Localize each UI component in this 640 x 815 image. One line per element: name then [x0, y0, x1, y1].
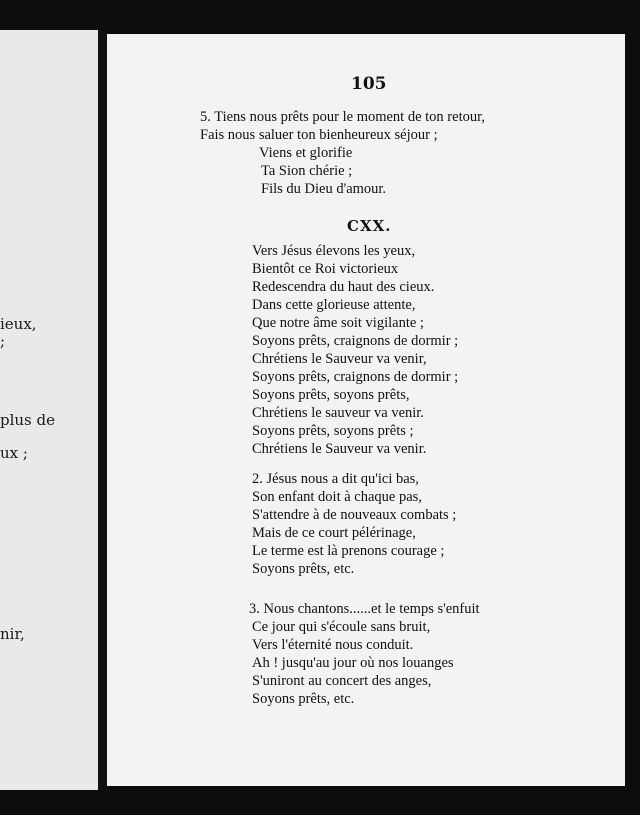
left-page-fragment: nir, [0, 625, 25, 643]
left-page-fragment: ; [0, 332, 6, 350]
verse-line: Son enfant doit à chaque pas, [252, 489, 422, 505]
section-heading: CXX. [347, 217, 392, 235]
left-page-fragment: ieux, [0, 315, 37, 333]
verse-line: Viens et glorifie [259, 145, 353, 161]
verse-line: Bientôt ce Roi victorieux [252, 261, 399, 277]
verse-line: Soyons prêts, soyons prêts ; [252, 423, 414, 439]
verse-line: Chrétiens le Sauveur va venir, [252, 351, 427, 367]
verse-line: Ce jour qui s'écoule sans bruit, [252, 619, 431, 635]
left-page-fragment: ux ; [0, 444, 28, 462]
verse-line: 3. Nous chantons......et le temps s'enfuit [249, 601, 480, 617]
verse-line: Ah ! jusqu'au jour où nos louanges [252, 655, 454, 671]
verse-line: Chrétiens le sauveur va venir. [252, 405, 424, 421]
right-page [107, 34, 625, 786]
verse-line: S'attendre à de nouveaux combats ; [252, 507, 457, 523]
verse-line: Le terme est là prenons courage ; [252, 543, 445, 559]
verse-line: Vers Jésus élevons les yeux, [252, 243, 416, 259]
book-spine [98, 30, 107, 790]
verse-line: Soyons prêts, craignons de dormir ; [252, 333, 459, 349]
verse-line: Ta Sion chérie ; [261, 163, 353, 179]
verse-line: Fais nous saluer ton bienheureux séjour ; [200, 127, 438, 143]
verse-line: Soyons prêts, etc. [252, 561, 355, 577]
verse-line: Mais de ce court pélérinage, [252, 525, 416, 541]
page-number: 105 [351, 74, 387, 94]
verse-line: Chrétiens le Sauveur va venir. [252, 441, 427, 457]
left-page [0, 30, 104, 790]
verse-line: Soyons prêts, craignons de dormir ; [252, 369, 459, 385]
verse-line: Redescendra du haut des cieux. [252, 279, 435, 295]
verse-line: Dans cette glorieuse attente, [252, 297, 416, 313]
verse-line: 5. Tiens nous prêts pour le moment de ton retour, [200, 109, 485, 125]
verse-line: Soyons prêts, soyons prêts, [252, 387, 410, 403]
verse-line: Fils du Dieu d'amour. [261, 181, 387, 197]
verse-line: Soyons prêts, etc. [252, 691, 355, 707]
verse-line: 2. Jésus nous a dit qu'ici bas, [252, 471, 419, 487]
verse-line: Vers l'éternité nous conduit. [252, 637, 414, 653]
verse-line: Que notre âme soit vigilante ; [252, 315, 424, 331]
verse-line: S'uniront au concert des anges, [252, 673, 432, 689]
left-page-fragment: plus de [0, 411, 56, 429]
